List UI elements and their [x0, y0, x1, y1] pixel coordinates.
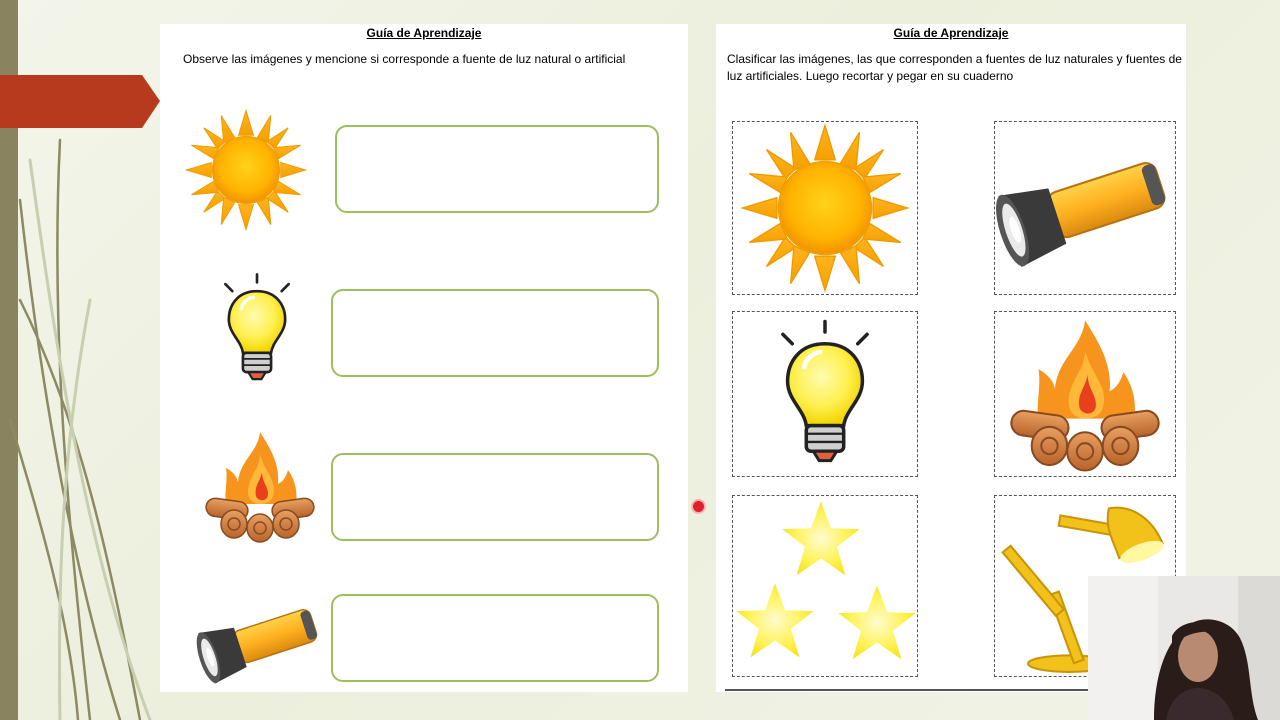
cutout-card-sun[interactable]	[732, 121, 918, 295]
campfire-icon	[995, 312, 1175, 476]
worksheet-left	[160, 24, 688, 692]
worksheet-instruction: Observe las imágenes y mencione si corresponde a fuente de luz natural o artificial	[183, 52, 626, 66]
answer-box[interactable]	[335, 125, 659, 213]
recording-indicator-icon	[693, 501, 704, 512]
slide-red-arrow	[0, 75, 160, 128]
webcam-overlay	[1088, 576, 1280, 720]
cutout-card-stars[interactable]	[732, 495, 918, 677]
cutout-card-campfire[interactable]	[994, 311, 1176, 477]
cutout-card-lightbulb[interactable]	[732, 311, 918, 477]
flashlight-icon	[196, 596, 324, 686]
page-bottom-rule	[725, 689, 1090, 691]
worksheet-instruction: Clasificar las imágenes, las que corresponden a fuentes de luz naturales y fuentes de luz artificiales. Luego recortar y pegar en su cuaderno	[727, 52, 1182, 83]
sun-icon	[733, 122, 917, 294]
lightbulb-icon	[213, 268, 301, 390]
answer-box[interactable]	[331, 289, 659, 377]
flashlight-icon	[995, 122, 1175, 294]
campfire-icon	[200, 416, 320, 556]
answer-box[interactable]	[331, 594, 659, 682]
lightbulb-icon	[733, 312, 917, 476]
answer-box[interactable]	[331, 453, 659, 541]
stars-icon	[733, 496, 917, 676]
sun-icon	[182, 108, 310, 232]
cutout-card-flashlight[interactable]	[994, 121, 1176, 295]
worksheet-title: Guía de Aprendizaje	[893, 26, 1009, 40]
worksheet-title: Guía de Aprendizaje	[366, 26, 482, 40]
